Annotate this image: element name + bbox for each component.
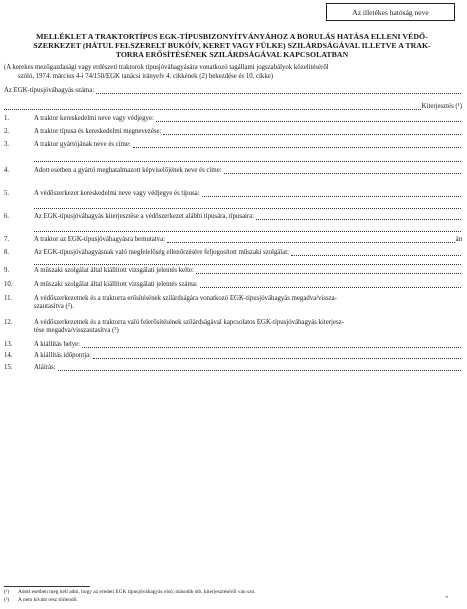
footnote-2-mark: (²) xyxy=(4,597,10,603)
form-item-2 xyxy=(4,127,462,137)
item-number: 3. xyxy=(4,141,10,148)
item-answer-field[interactable] xyxy=(196,266,461,274)
approval-number-field[interactable] xyxy=(96,86,461,94)
approval-number-label: Az EGK-típusjóváhagyás száma: xyxy=(4,87,95,94)
item-label: A védőszerkezetnek és a traktorra való felerősítésének szilárdságával kapcsolatos EGK-típusjóváhagyás kiterjesz- xyxy=(34,319,344,326)
form-item-6 xyxy=(4,212,462,222)
footnote-2-text: A nem kívánt rész törlendő. xyxy=(18,597,78,603)
form-item-10 xyxy=(4,280,462,290)
item-label: A védőszerkezetnek és a traktorra erősítésének szilárdságára vonatkozó EGK-típusjóváhagyás megadva/vissza- xyxy=(34,295,337,302)
competent-authority-box xyxy=(326,3,455,21)
item-number: 5. xyxy=(4,190,10,197)
approval-number-row xyxy=(4,86,462,96)
item-label: A traktor az EGK-típusjóváhagyásra bemutatva: xyxy=(34,236,165,243)
form-item-13 xyxy=(4,340,462,350)
form-item-1 xyxy=(4,114,462,124)
item-answer-extra-field[interactable] xyxy=(34,154,461,162)
extension-row xyxy=(4,102,462,112)
form-item-6-extra-line xyxy=(4,224,462,234)
item-number: 9. xyxy=(4,267,10,274)
item-number: 14. xyxy=(4,352,13,359)
item-answer-extra-field[interactable] xyxy=(34,257,461,265)
form-item-5-extra-line xyxy=(4,201,462,211)
item-label: A traktor típusa és kereskedelmi megnevezése: xyxy=(34,128,162,135)
item-answer-extra-field[interactable] xyxy=(34,201,461,209)
item-answer-field[interactable] xyxy=(291,248,461,256)
footnote-1-text: Adott esetben meg kell adni, hogy az eredeti EGK típusjóváhagyás első, második stb. kiterjesztéséről van szó. xyxy=(18,589,256,595)
item-label: A traktor kereskedelmi neve vagy védjegye: xyxy=(34,115,154,122)
form-item-9 xyxy=(4,266,462,276)
item-number: 1. xyxy=(4,115,10,122)
form-item-5 xyxy=(4,189,462,199)
legal-reference-note xyxy=(4,64,462,81)
item-label: Az EGK-típusjóváhagyás kiterjesztése a védőszerkezet alábbi típusára, típusaira: xyxy=(34,213,255,220)
item-number: 7. xyxy=(4,236,10,243)
item-label: Az EGK-típusjóváhagyásnak való megfelelőség ellenőrzésére feljogosított műszaki szolgálat: xyxy=(34,249,289,256)
item-number: 6. xyxy=(4,213,10,220)
item-continuation: szautasítva (²). xyxy=(34,303,74,310)
item-answer-field[interactable] xyxy=(156,114,461,122)
item-number: 15. xyxy=(4,364,13,371)
item-answer-field[interactable] xyxy=(93,351,461,359)
note-line-1: (A kerekes mezőgazdasági vagy erdészeti traktorok típusjóváhagyására vonatkozó tagállami jogszabályok közelítéséről xyxy=(4,64,329,71)
page-marker: " xyxy=(445,596,449,602)
item-label: A védőszerkezet kereskedelmi neve vagy védjegye és típusa: xyxy=(34,190,200,197)
item-answer-field[interactable] xyxy=(133,140,461,148)
item-answer-field[interactable] xyxy=(200,280,461,288)
item-number: 13. xyxy=(4,341,13,348)
item-number: 12. xyxy=(4,319,13,326)
footnote-divider xyxy=(4,586,90,587)
extension-field[interactable] xyxy=(4,102,421,110)
item-label: A kiállítás időpontja: xyxy=(34,352,92,359)
item-label: Adott esetben a gyártó meghatalmazott képviselőjének neve és címe: xyxy=(34,167,222,174)
form-item-15 xyxy=(4,363,462,373)
item-answer-field[interactable] xyxy=(167,235,455,243)
item-label: A műszaki szolgálat által kiállított vizsgálati jelentés kelte: xyxy=(34,267,194,274)
footnote-1 xyxy=(4,589,256,596)
heading-line-1: MELLÉKLET A TRAKTORTÍPUS EGK-TÍPUSBIZONYÍTVÁNYÁHOZ A BORULÁS HATÁSA ELLENI VÉDŐ- xyxy=(36,32,428,41)
item-label: Aláírás: xyxy=(34,364,56,371)
extension-label: Kiterjesztés (¹) xyxy=(421,103,462,110)
item-answer-field[interactable] xyxy=(202,189,461,197)
form-item-3-extra-line xyxy=(4,154,462,164)
item-continuation: tése megadva/visszautasítva (²) xyxy=(34,327,119,334)
form-item-3 xyxy=(4,140,462,150)
item-number: 10. xyxy=(4,281,13,288)
item-number: 8. xyxy=(4,249,10,256)
item-answer-field[interactable] xyxy=(82,340,461,348)
form-item-14 xyxy=(4,351,462,361)
item-number: 11. xyxy=(4,295,13,302)
item-answer-extra-field[interactable] xyxy=(34,224,461,232)
item-number: 2. xyxy=(4,128,10,135)
form-item-4 xyxy=(4,166,462,176)
item-number: 4. xyxy=(4,167,10,174)
item-suffix: án xyxy=(455,236,462,243)
item-label: A kiállítás helye: xyxy=(34,341,81,348)
form-item-7 xyxy=(4,235,462,245)
item-answer-field[interactable] xyxy=(58,363,461,371)
heading-line-2: SZERKEZET (HÁTUL FELSZERELT BUKÓÍV, KERET VAGY FÜLKE) SZILÁRDSÁGÁVAL ILLETVE A TRAK- xyxy=(33,41,431,51)
footnote-2 xyxy=(4,597,78,604)
item-answer-field[interactable] xyxy=(256,212,461,220)
document-heading xyxy=(4,32,460,60)
footnote-1-mark: (¹) xyxy=(4,589,10,595)
item-label: A traktor gyártójának neve és címe: xyxy=(34,141,131,148)
note-line-2: szóló, 1974. március 4-i 74/150/EGK tanácsi irányelv 4. cikkének (2) bekezdése és 10. cikke) xyxy=(18,72,273,80)
competent-authority-label: Az illetékes hatóság neve xyxy=(352,8,429,17)
item-label: A műszaki szolgálat által kiállított vizsgálati jelentés száma: xyxy=(34,281,198,288)
item-answer-field[interactable] xyxy=(224,166,461,174)
heading-line-3: TORRA ERŐSÍTÉSÉNEK SZILÁRDSÁGÁVAL KAPCSOLATBAN xyxy=(115,50,349,60)
item-answer-field[interactable] xyxy=(163,127,461,135)
